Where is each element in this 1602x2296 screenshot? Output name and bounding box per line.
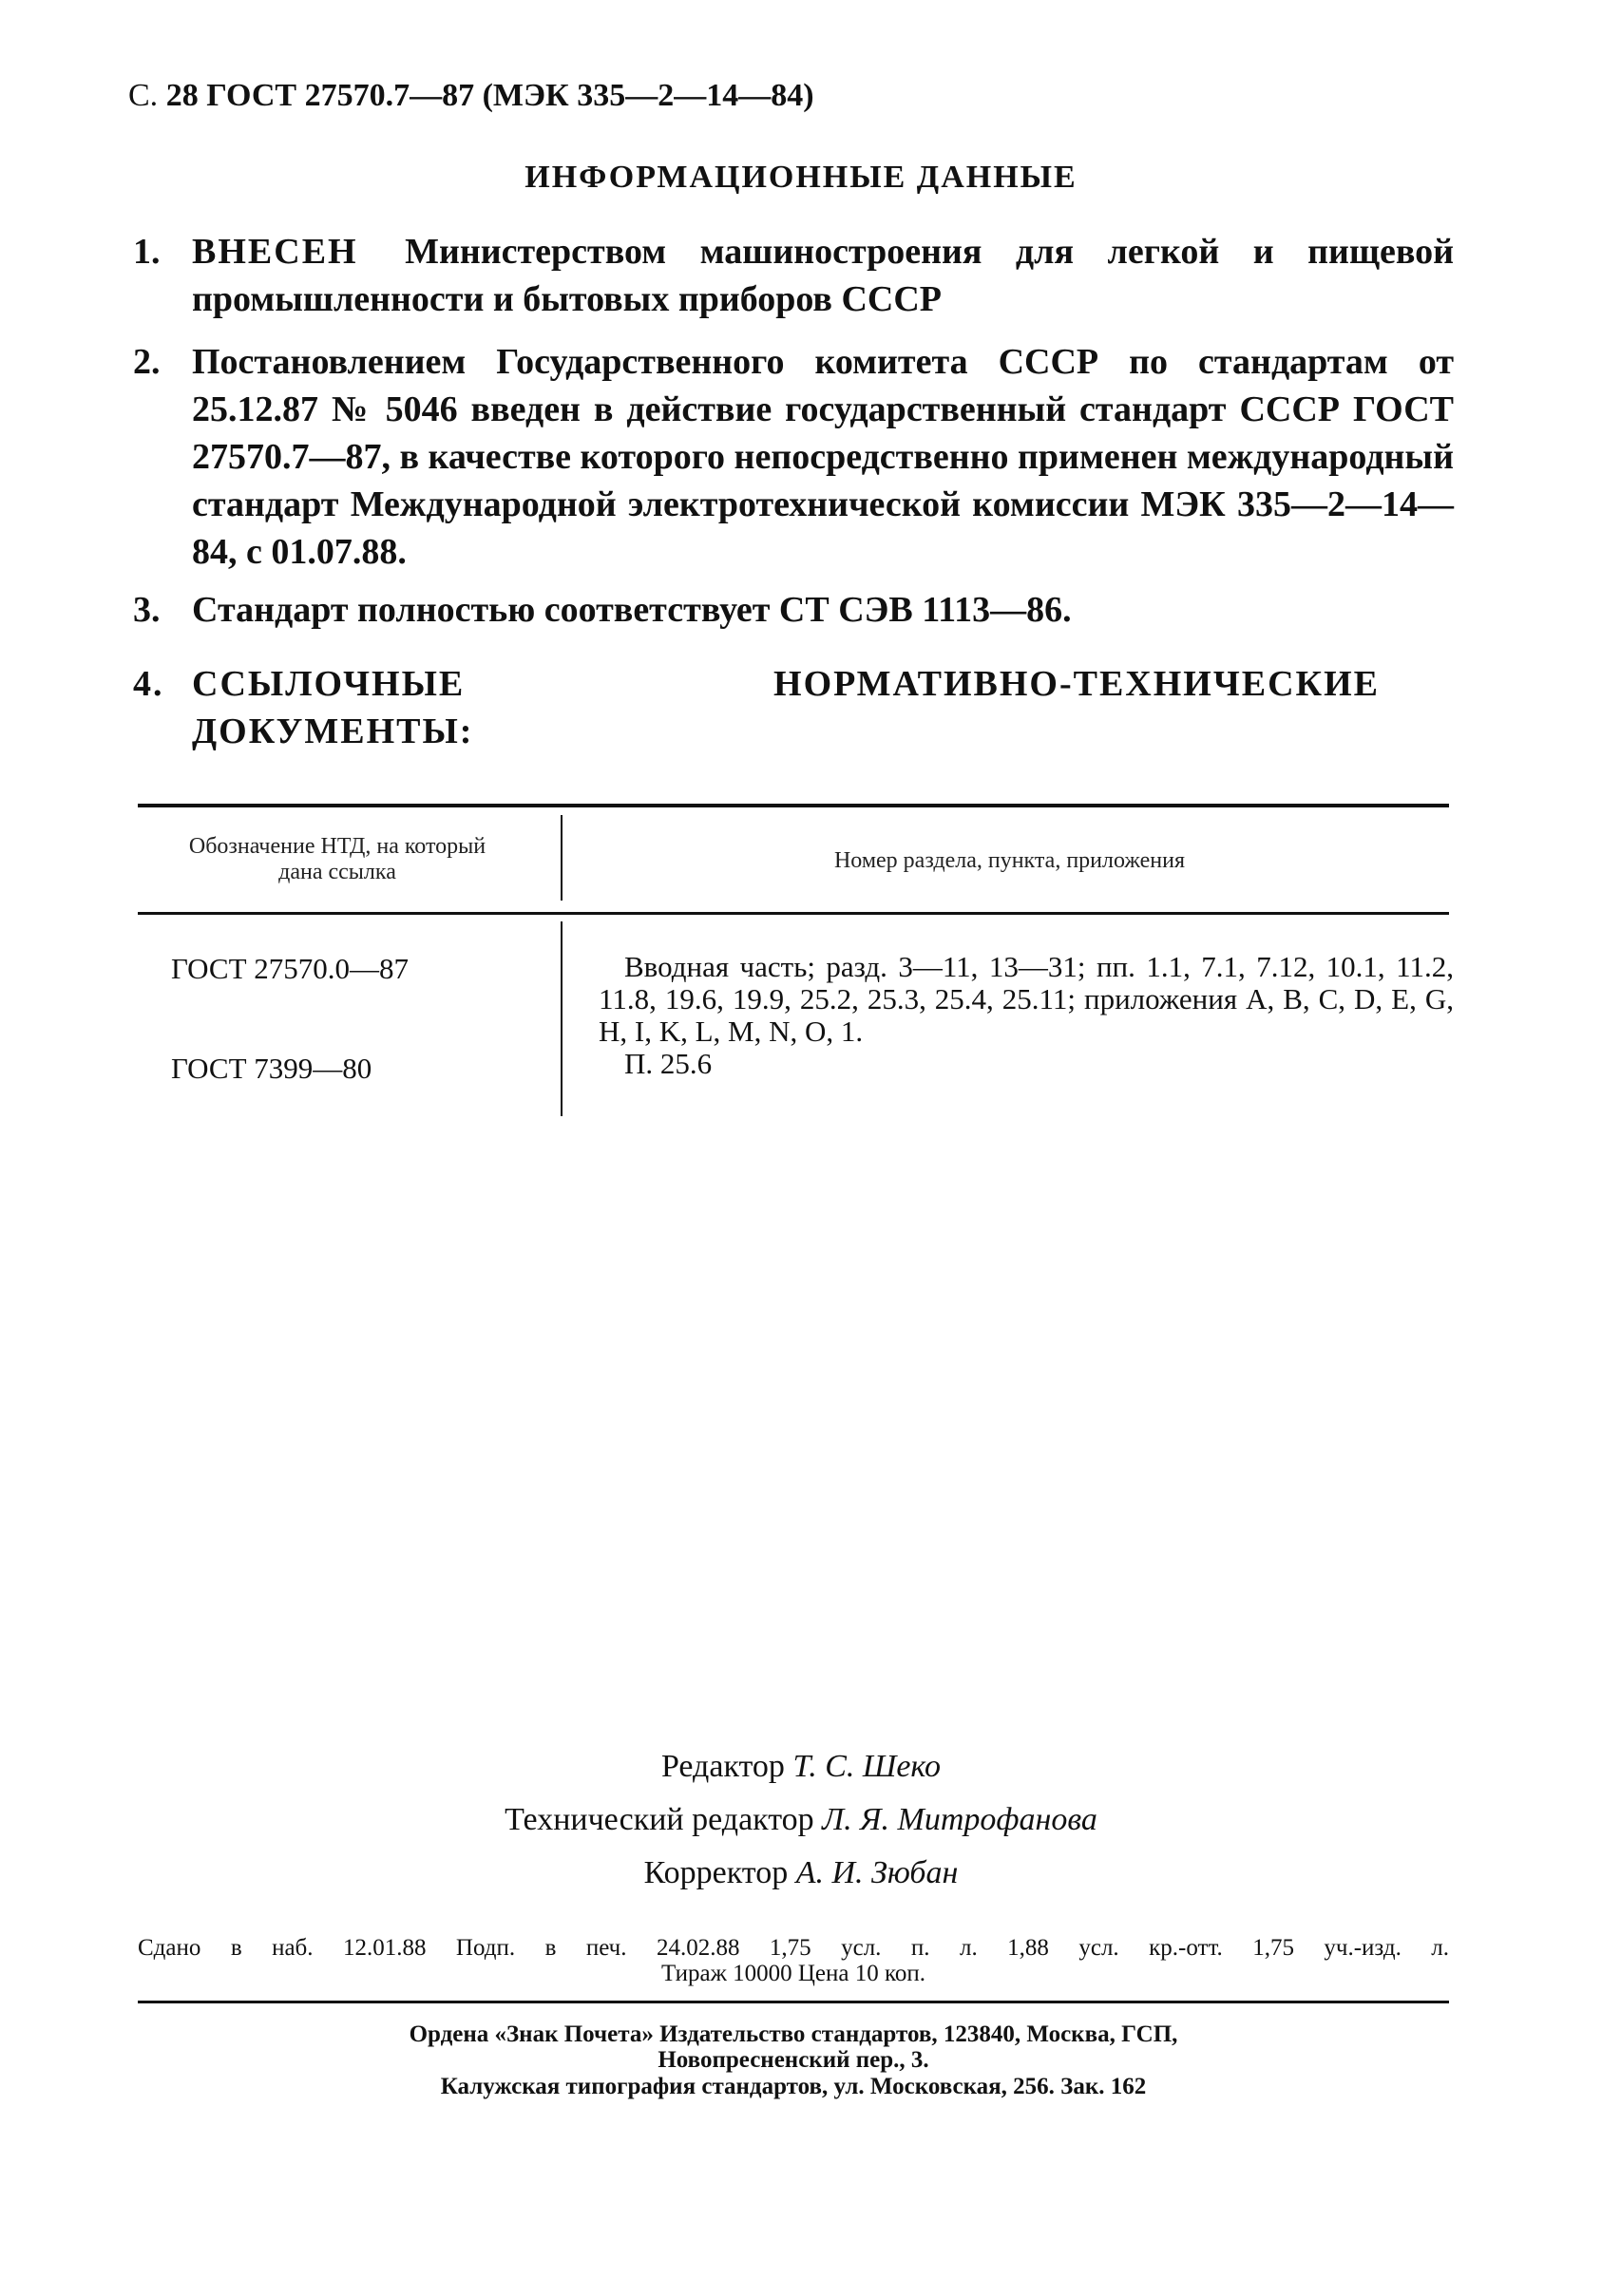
table-row-2-sections: П. 25.6 [624, 1047, 713, 1080]
table-row-1-designation: ГОСТ 27570.0—87 [171, 952, 410, 985]
credit-tech-editor [0, 1793, 1602, 1847]
credit-name: А. И. Зюбан [795, 1855, 959, 1890]
credit-role: Корректор [643, 1855, 789, 1890]
credit-name: Л. Я. Митрофанова [822, 1802, 1097, 1837]
info-item-4 [133, 660, 1454, 755]
item-number: 2. [133, 342, 161, 382]
item-text: ССЫЛОЧНЫЕ НОРМАТИВНО-ТЕХНИЧЕСКИЕ ДОКУМЕНТЫ: [192, 664, 1380, 751]
printer-line: Калужская типография стандартов, ул. Московская, 256. Зак. 162 [440, 2074, 1147, 2099]
item-text: Стандарт полностью соответствует СТ СЭВ 1113—86. [192, 590, 1072, 630]
page-header [128, 78, 814, 114]
item-number: 3. [133, 590, 161, 630]
table-header-designation: Обозначение НТД, на который дана ссылка [188, 834, 486, 884]
table-row-2-designation: ГОСТ 7399—80 [171, 1052, 372, 1085]
table-body-divider [561, 921, 563, 1116]
publisher-line-2: Новопресненский пер., 3. [658, 2047, 929, 2073]
table-top-rule [138, 804, 1449, 807]
credit-editor [0, 1740, 1602, 1793]
imprint-line-2: Тираж 10000 Цена 10 коп. [660, 1961, 926, 1986]
imprint-line-1: Сдано в наб. 12.01.88 Подп. в печ. 24.02.88 1,75 усл. п. л. 1,88 усл. кр.-отт. 1,75 уч.-изд. л. [138, 1935, 1449, 1961]
credit-name: Т. С. Шеко [792, 1749, 942, 1784]
table-row-1-sections: Вводная часть; разд. 3—11, 13—31; пп. 1.1, 7.1, 7.12, 10.1, 11.2, 11.8, 19.6, 19.9, 25.2, 25.3, 25.4, 25.11; приложения A, B, C, D, E, G, H, I, K, L, M, N, O, 1. [599, 950, 1454, 1048]
item-number: 4. [133, 664, 164, 704]
credit-role: Редактор [660, 1749, 785, 1784]
item-text: Постановлением Государственного комитета СССР по стандартам от 25.12.87 № 5046 введен в действие государственный стандарт СССР ГОСТ 27570.7—87, в качестве которого непосредственно применен международный стандарт Международной электротехнической комиссии МЭК 335—2—14—84, с 01.07.88. [192, 342, 1454, 572]
item-text: Министерством машиностроения для легкой и пищевой промышленности и бытовых приборов СССР [192, 232, 1454, 319]
info-item-3 [133, 586, 1454, 634]
table-header-divider [561, 815, 563, 901]
page-prefix: С. [128, 78, 159, 113]
info-item-1 [133, 228, 1454, 323]
imprint-rule [138, 2001, 1449, 2003]
section-title: ИНФОРМАЦИОННЫЕ ДАННЫЕ [524, 160, 1078, 195]
table-header-sections: Номер раздела, пункта, приложения [833, 848, 1186, 873]
credit-role: Технический редактор [505, 1802, 814, 1837]
item-lead: ВНЕСЕН [192, 232, 358, 272]
publisher-line-1: Ордена «Знак Почета» Издательство стандартов, 123840, Москва, ГСП, [409, 2021, 1178, 2047]
credits [0, 1740, 1602, 1900]
credit-proofreader [0, 1847, 1602, 1900]
info-item-2 [133, 338, 1454, 576]
page-number: 28 [165, 78, 199, 113]
item-number: 1. [133, 232, 161, 272]
table-header-rule [138, 912, 1449, 915]
standard-designation: ГОСТ 27570.7—87 (МЭК 335—2—14—84) [206, 78, 814, 113]
